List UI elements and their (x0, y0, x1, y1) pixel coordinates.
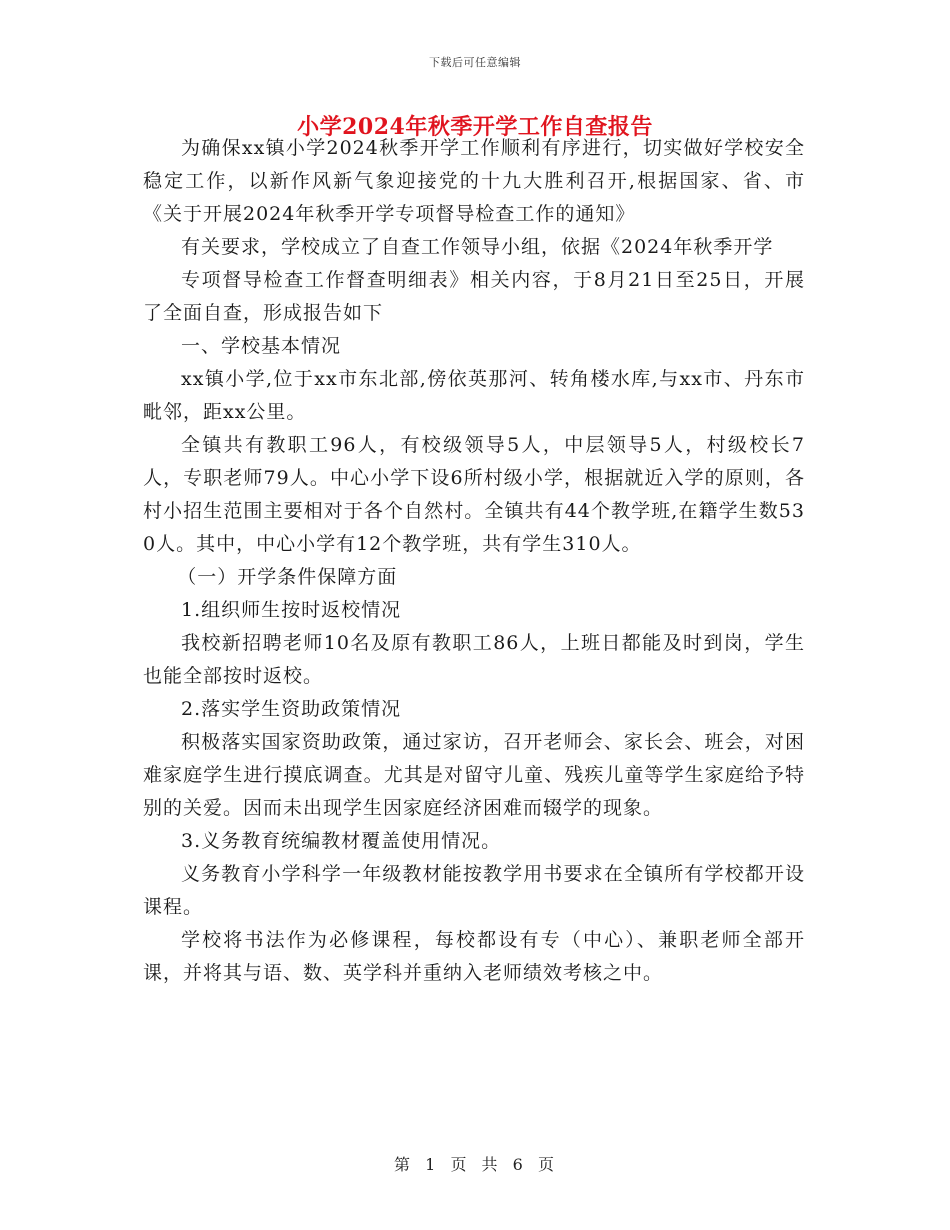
document-body (143, 132, 805, 990)
footer-total-word: 共 (481, 1155, 500, 1174)
paragraph-aid: 积极落实国家资助政策，通过家访，召开老师会、家长会、班会，对困难家庭学生进行摸底调查。尤其是对留守儿童、残疾儿童等学生家庭给予特别的关爱。因而未出现学生因家庭经济困难而辍学的现象。 (143, 731, 805, 819)
paragraph-requirements: 有关要求，学校成立了自查工作领导小组，依据《2024年秋季开学 (181, 236, 774, 258)
paragraph-staff: 全镇共有教职工96人，有校级领导5人，中层领导5人，村级校长7人，专职老师79人。中心小学下设6所村级小学，根据就近入学的原则，各村小招生范围主要相对于各个自然村。全镇共有44个教学班,在籍学生数530人。其中，中心小学有12个教学班，共有学生310人。 (143, 434, 805, 555)
footer-suffix: 页 (537, 1155, 556, 1174)
paragraph-return: 我校新招聘老师10名及原有教职工86人，上班日都能及时到岗，学生也能全部按时返校。 (143, 632, 805, 687)
paragraph-self-check: 专项督导检查工作督查明细表》相关内容，于8月21日至25日，开展了全面自查，形成报告如下 (143, 269, 805, 324)
item-heading-return: 1.组织师生按时返校情况 (181, 599, 402, 621)
document-title: 小学2024年秋季开学工作自查报告 (297, 114, 653, 140)
paragraph-science: 义务教育小学科学一年级教材能按教学用书要求在全镇所有学校都开设课程。 (143, 863, 805, 918)
paragraph-calligraphy: 学校将书法作为必修课程，每校都设有专（中心）、兼职老师全部开课，并将其与语、数、英学科并重纳入老师绩效考核之中。 (143, 929, 805, 984)
footer-page-word: 页 (450, 1155, 469, 1174)
footer-current-page: 1 (425, 1155, 438, 1174)
page-footer (0, 1152, 950, 1175)
page-header-note: 下载后可任意编辑 (429, 56, 521, 69)
footer-total-pages: 6 (512, 1155, 525, 1174)
subsection-heading-conditions: （一）开学条件保障方面 (177, 566, 398, 588)
section-heading-basic-info: 一、学校基本情况 (181, 335, 342, 357)
paragraph-location: xx镇小学,位于xx市东北部,傍依英那河、转角楼水库,与xx市、丹东市毗邻，距xx公里。 (143, 368, 805, 423)
footer-prefix: 第 (394, 1155, 413, 1174)
paragraph-intro: 为确保xx镇小学2024秋季开学工作顺利有序进行，切实做好学校安全稳定工作，以新作风新气象迎接党的十九大胜利召开,根据国家、省、市《关于开展2024年秋季开学专项督导检查工作的通知》 (143, 137, 805, 225)
item-heading-aid: 2.落实学生资助政策情况 (181, 698, 402, 720)
item-heading-textbooks: 3.义务教育统编教材覆盖使用情况。 (181, 830, 502, 852)
